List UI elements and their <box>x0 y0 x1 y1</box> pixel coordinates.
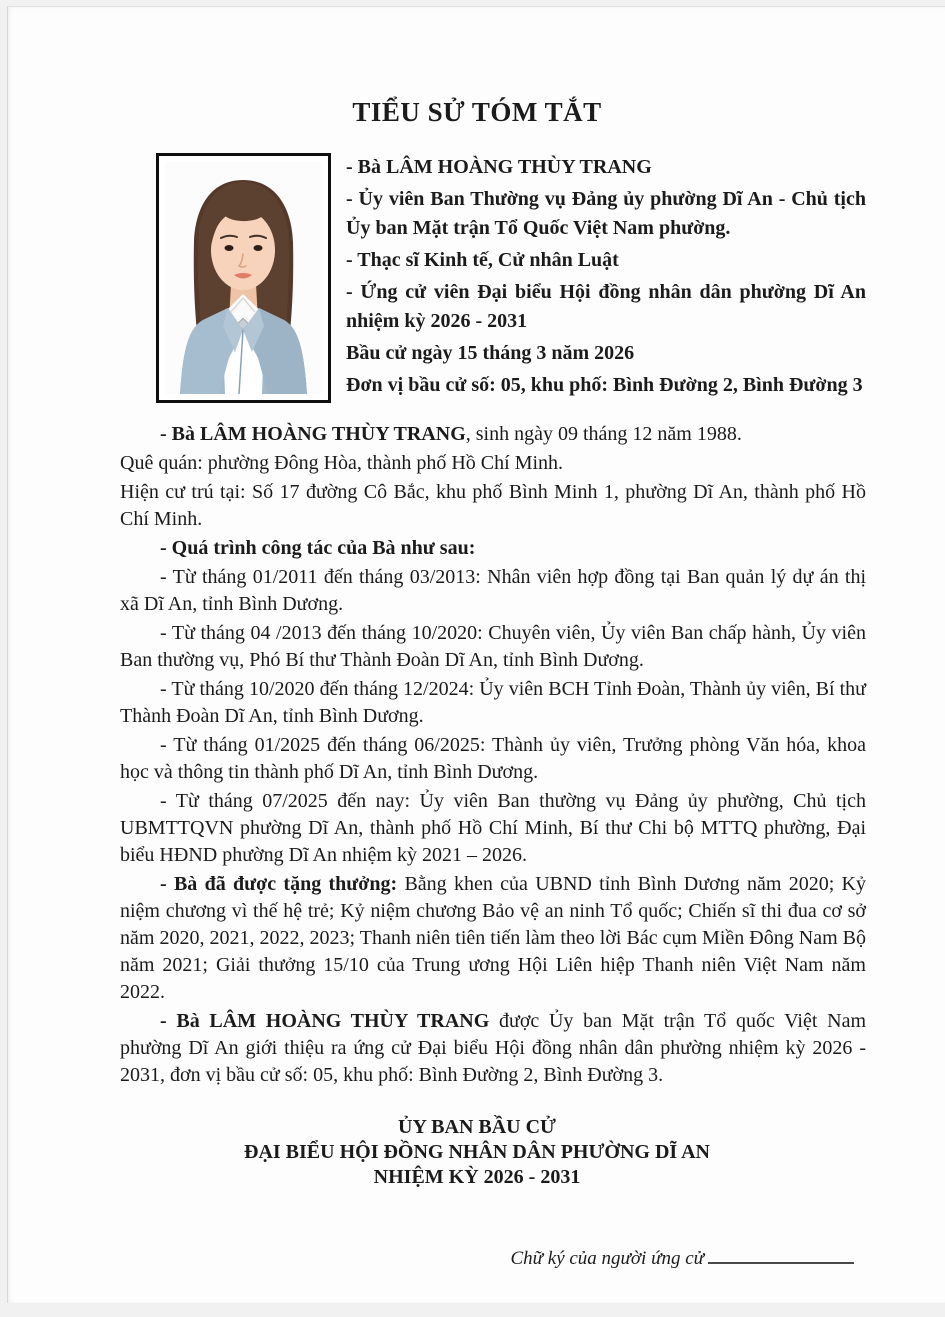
career-item-2: - Từ tháng 04 /2013 đến tháng 10/2020: Chuyên viên, Ủy viên Ban chấp hành, Ủy viên Ban thường vụ, Phó Bí thư Thành Đoàn Dĩ An, tỉnh Bình Dương. <box>120 622 866 671</box>
signature-blank-line <box>708 1248 854 1264</box>
committee-line-2: ĐẠI BIỂU HỘI ĐỒNG NHÂN DÂN PHƯỜNG DĨ AN <box>244 1141 710 1163</box>
candidate-education-line: - Thạc sĩ Kinh tế, Cử nhân Luật <box>346 249 619 271</box>
awards-list-text: Bằng khen của UBND tỉnh Bình Dương năm 2020; Kỷ niệm chương vì thế hệ trẻ; Kỷ niệm chương Bảo vệ an ninh Tổ quốc; Chiến sĩ thi đua cơ sở năm 2020, 2021, 2022, 2023; Thanh niên tiên tiến làm theo lời Bác cụm Miền Đông Nam Bộ năm 2021; Giải thưởng 15/10 của Trung ương Hội Liên hiệp Thanh niên Việt Nam năm 2022. <box>120 873 866 1003</box>
candidate-summary <box>346 153 866 403</box>
election-committee-block <box>8 1115 945 1190</box>
committee-line-3: NHIỆM KỲ 2026 - 2031 <box>373 1166 581 1188</box>
biography-body <box>120 421 866 1089</box>
signature-label: Chữ ký của người ứng cử <box>510 1248 704 1269</box>
candidate-name-bold: - Bà LÂM HOÀNG THÙY TRANG <box>160 423 466 445</box>
election-date-line: Bầu cử ngày 15 tháng 3 năm 2026 <box>346 342 635 364</box>
residence-paragraph: Hiện cư trú tại: Số 17 đường Cô Bắc, khu phố Bình Minh 1, phường Dĩ An, thành phố Hồ Chí Minh. <box>120 481 866 530</box>
candidate-portrait-photo <box>165 162 322 394</box>
career-heading: - Quá trình công tác của Bà như sau: <box>160 537 476 559</box>
awards-paragraph <box>120 871 866 1006</box>
committee-line-1: ỦY BAN BẦU CỬ <box>398 1116 556 1138</box>
signature-area <box>8 1248 854 1270</box>
career-item-1: - Từ tháng 01/2011 đến tháng 03/2013: Nhân viên hợp đồng tại Ban quản lý dự án thị xã Dĩ An, tỉnh Bình Dương. <box>120 566 866 615</box>
hometown-paragraph: Quê quán: phường Đông Hòa, thành phố Hồ Chí Minh. <box>120 452 564 474</box>
nomination-text: được Ủy ban Mặt trận Tổ quốc Việt Nam phường Dĩ An giới thiệu ra ứng cử Đại biểu Hội đồng nhân dân phường nhiệm kỳ 2026 - 2031, đơn vị bầu cử số: 05, khu phố: Bình Đường 2, Bình Đường 3. <box>120 1010 867 1086</box>
awards-heading-bold: - Bà đã được tặng thưởng: <box>160 873 398 895</box>
nomination-paragraph <box>120 1008 866 1089</box>
document-page <box>7 6 945 1303</box>
career-item-5: - Từ tháng 07/2025 đến nay: Ủy viên Ban thường vụ Đảng ủy phường, Chủ tịch UBMTTQVN phường Dĩ An, thành phố Hồ Chí Minh, Bí thư Chi bộ MTTQ phường, Đại biểu HĐND phường Dĩ An nhiệm kỳ 2021 – 2026. <box>120 790 866 866</box>
election-unit-line: Đơn vị bầu cử số: 05, khu phố: Bình Đường 2, Bình Đường 3 <box>346 374 863 396</box>
birth-info-paragraph <box>120 421 866 448</box>
candidate-photo-frame <box>156 153 331 403</box>
page-title: TIỂU SỬ TÓM TẮT <box>352 97 602 127</box>
nomination-name-bold: - Bà LÂM HOÀNG THÙY TRANG <box>160 1010 490 1032</box>
career-item-4: - Từ tháng 01/2025 đến tháng 06/2025: Thành ủy viên, Trưởng phòng Văn hóa, khoa học và thông tin thành phố Dĩ An, tỉnh Bình Dương. <box>120 734 866 783</box>
birth-info-text: , sinh ngày 09 tháng 12 năm 1988. <box>465 423 742 445</box>
profile-header <box>156 153 866 403</box>
candidate-position-line: - Ủy viên Ban Thường vụ Đảng ủy phường Dĩ An - Chủ tịch Ủy ban Mặt trận Tổ Quốc Việt Nam phường. <box>346 188 866 239</box>
career-item-3: - Từ tháng 10/2020 đến tháng 12/2024: Ủy viên BCH Tỉnh Đoàn, Thành ủy viên, Bí thư Thành Đoàn Dĩ An, tỉnh Bình Dương. <box>120 678 866 727</box>
candidate-nomination-line: - Ứng cử viên Đại biểu Hội đồng nhân dân phường Dĩ An nhiệm kỳ 2026 - 2031 <box>346 281 866 332</box>
candidate-name-line: - Bà LÂM HOÀNG THÙY TRANG <box>346 156 652 178</box>
